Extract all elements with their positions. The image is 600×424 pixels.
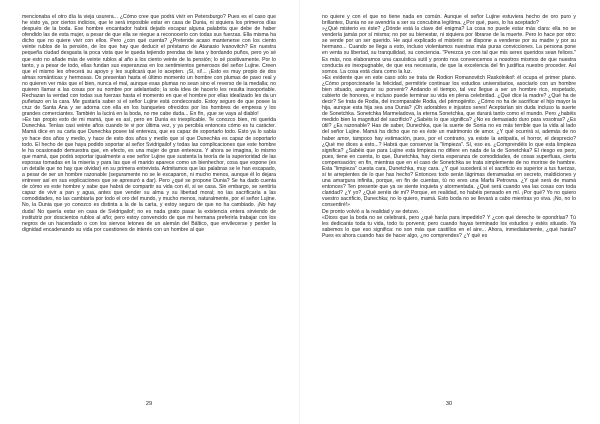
paragraph: »Es tan propio esto de mi mamá, que es así, pero en Dunia es inexplicable. Te conozco bien, mi querida Dunechka. Tenías casi veinte años cuando te vi por última vez, y ya percibía entonces cómo es tu carácter. Mamá dice en su carta que Dunechka posee tal entereza, que es capaz de soportarlo todo. Esto ya lo sabía yo hace dos años y medio, y hace de esto dos años y medio que sí que Dunechka es capaz de soportarlo todo. El hecho de que haya podido soportar al señor Svidrigailof y todas las complicaciones que este hombre le ha ocasionado demuestra que, en efecto, es una mujer de gran entereza. Y ahora se imagina, lo mismo que mamá, que podrá soportar igualmente a ese señor Lujine que sustenta la teoría de la superioridad de las esposas tomadas en la miseria y para las que el marido aparece como un bienhechor, cosa que expone (es un detalle que no hay que olvidar) en su primera entrevista. Admitamos que las palabras se le han escapado, a pesar de ser un hombre razonable (seguramente no se le escaparon, ni mucho menos, aunque él lo dejara entrever así en sus explicaciones que se apresuró a dar). Pero ¿qué se propone Dunia? Se ha dado cuenta de cómo es este hombre y sabe que habrá de compartir su vida con él, si se casa. Sin embargo, se sentiría capaz de vivir a pan y agua, antes que vender su alma y su libertad moral; no las sacrificaría a las comodidades, no las cambiaría por todo el oro del mundo, y mucho menos, naturalmente, por el señor Lujine. No, la Dunia que yo conozco es distinta a la de la carta, y estoy seguro de que no ha cambiado. ¡No hay duda! No quería estar en casa de Svidrigailof; no es nada grato pasar la existencia entera sirviendo de institutriz por doscientos rublos al año; pero estoy convencido de que mi hermana preferiría trabajar con los negros de un hacendado o con los siervos letones de un alemán del Báltico, que envilecerse y perder la dignidad encadenando su vida por cuestiones de interés con un hombre al que [22, 117, 276, 233]
paragraph: no quiere y con el que no tiene nada en común. Aunque el señor Lujine estuviera hecho de oro puro y brillantes, Dunia no se avendría a ser su concubina legítima. ¿Por qué, pues, lo ha aceptado? [322, 14, 576, 27]
paragraph: De pronto volvió a la realidad y se detuvo. [322, 208, 420, 215]
paragraph: »Es evidente que en este caso sólo se trata de Rodion Romanovitch Raskolnikof: él ocupa el primer plano. ¿Cómo proporcionarle la felicidad, permitirle continuar los estudios universitarios, asociarlo con un hombre bien situado, asegurar su porvenir? Andando el tiempo, tal vez llegue a ser un hombre rico, respetado, cubierto de honores, e incluso puede terminar su vida en plena celebridad. ¿Qué dice la madre? ¿Qué ha de decir? Se trata de Rodia, del incomparable Rodia, del primogénito. ¿Cómo no ha de sacrificar el hijo mayor la hija, aunque esta hija sea una Dunia? ¡Oh adorables e injustos seres! Aceptarían sin duda incluso la suerte de Sonetchka. Sonetchka Marmeladova, la eterna Sonetchka, que durará tanto como el mundo. Pero ¿habéis medido bien la magnitud del sacrificio? ¿Sabéis lo que significa? ¿No es demasiado duro para vosotras? ¿Es útil? ¿Es razonable? Has de saber, Dunechka, que la suerte de Sonia no es más terrible que la vida al lado del señor Lujine. Mamá ha dicho que no es éste un matrimonio de amor. ¿Y qué ocurrirá si, además de no haber amor, tampoco hay estimación, pues, por el contrario, ya existe la antipatía, el horror, el desprecio? ¿Qué me dices a esto...? Habrá que conservar la "limpieza". Sí, eso es. ¿Comprendéis lo que esta limpieza significa? ¿Sabéis que para Lujine esta limpieza no difiere en nada de la de Sonetchka? El riesgo es peor, pues, tiene en cuenta, lo que, Dunetchka, hay cierta esperanza de comodidades, de cosas superfluas, cierta compensación; en fin, mientras que en el caso de Sonetchka se trata simplemente de no morirse de hambre. Esta "limpieza" cuesta cara, Dunetchka, muy cara. ¿Y qué sucederá si el sacrificio es superior a tus fuerzas, si te arrepientes de lo que has hecho? Entonces todo serán lágrimas derramadas en secreto, maldiciones y una amargura infinita, porque, en fin de cuentas, tú no eres una Marfa Petrovna. ¿Y qué será de mamá entonces? Ten presente que ya se siente inquieta y atormentada. ¿Qué será cuando vea las cosas con toda claridad? ¿Y yo? ¿Qué seréis de mí? Porque, en realidad, no habéis pensado en mí. ¡Por qué? Yo no quiero vuestro sacrificio, Dunechka; no lo quiero, mamá. Esto boda no se llevará a cabo mientras yo viva. ¡No, no lo consentiré!» [322, 74, 576, 209]
left-page [22, 14, 276, 410]
left-page-body [22, 14, 276, 386]
paragraph: »¿Qué misterio es éste? ¿Dónde está la clave del enigma? La cosa no puede estar más clara: ella no se vendería jamás por sí misma; no por su bienestar, ni siquiera por librarse de la muerte. Pero lo hace por otro: se vende por un ser querido. He aquí explicado el misterio: se dispone a venderse por su madre y por su hermano... Cuando se llega a esto, incluso violentamos nuestras más puras convicciones. La persona pone en venta su libertad, su tranquilidad, su conciencia. "Perezca yo con tal que mis seres queridos sean felices." Es más, nos elaboramos una casuística sutil y pronto nos convencemos a nosotros mismos de que nuestra conducta es inexpugnable, de que era necesaria, de que la excelencia del fin justifica nuestro proceder. Así somos. La cosa está clara como la luz. [322, 26, 576, 75]
page-gutter [299, 0, 300, 424]
page-number: 29 [145, 401, 153, 407]
page-number: 30 [445, 401, 453, 407]
right-page-body [322, 14, 576, 386]
paragraph: mencionaba el otro día la vieja usurera... ¿Cómo cree que podrá vivir en Petersburgo? Pues es el caso que he visto ya, por ciertos indicios, que le será imposible estar en casa de Dunia, ni siquiera los primeros días después de la boda. Ese hombre encantador habrá dejado escapar alguna palabrita que debe de haber ofendido las de esta mujer, a pesar de que ella se niegue a reconocerlo con todas sus fuerzas. Ella misma ha dicho que no quiere vivir con ellos. Pero ¿con qué cuenta? ¿Pretende acaso mantenerse con los ciento veinte rublos de la pensión, de los que hay que deducir el préstamo de Atanasio Ivanovitch? En nuestra pequeña ciudad desgasta la poca vista que le queda tejiendo prendas de lana y bordando puños, pero yo sé que esto no añade más de veinte rublos al año a los ciento veinte de la pensión; lo sé positivamente. Por lo tanto, y a pesar de todo, ellas fundan sus esperanzas en los sentimientos generosos del señor Lujine. Creen que el mismo les ofrecerá su apoyo y les suplicará que lo acepten. ¡Sí, sí!... ¡Esto es muy propio de dos almas románticas y hermosas. Os presentan hasta el último momento un hombre con plumas de pavo real y no quieren ver más que el bien, nunca el mal, aunque esas plumas no sean sino el reverso de la medalla; no quieren llamar a las cosas por su nombre por adelantado; la sola idea de hacerlo les resulta insoportable. Rechazan la verdad con todas sus fuerzas hasta el momento en que el hombre por ellas idealizado les da un puñetazo en la cara. Me gustaría saber si el señor Lujine está condecorado. Estoy seguro de que posee la cruz de Santa Ana y se adorna con ella en los banquetes ofrecidos por los hombres de empresa y los grandes comerciantes. También la lucirá en la boda, no me cabe duda... En fin, ¡que se vaya al diablo! [22, 14, 276, 118]
paragraph: «Dices que la boda no se celebrará, pero ¿qué harás para impedirlo? Y ¿con qué derecho te opondrías? Tú les dedicarás toda tu vida, todo tu porvenir, pero cuando hayas terminado los estudios y estés situado. Ya sabemos lo que eso significa: no son más que castillos en el aire... Ahora, inmediatamente, ¿qué harás? Pues es ahora cuando has de hacer algo, ¿no comprendes? ¿Y qué es [322, 214, 576, 239]
right-page [322, 14, 576, 410]
